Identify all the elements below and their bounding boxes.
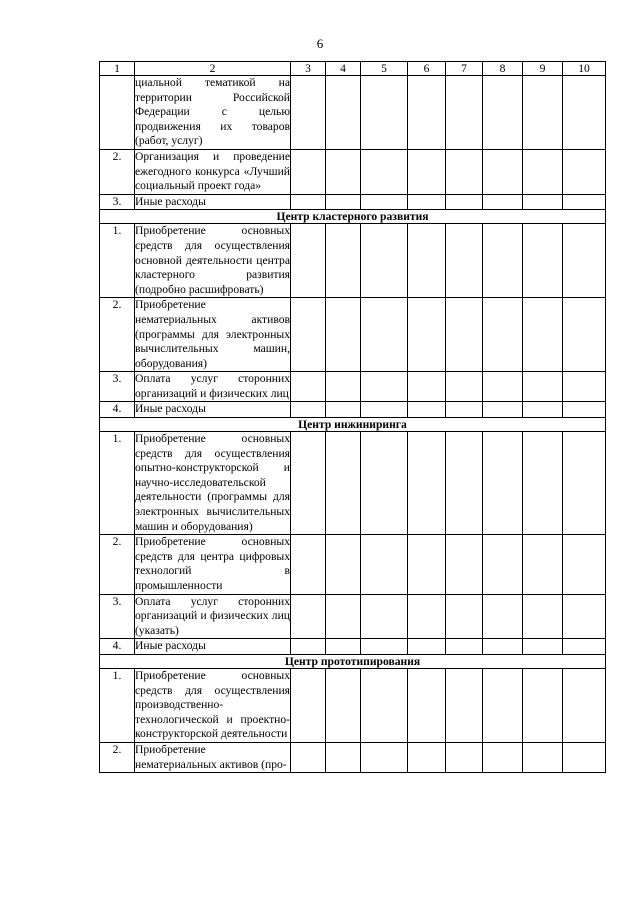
value-cell (408, 402, 446, 418)
value-cell (563, 432, 606, 535)
value-cell (563, 194, 606, 210)
row-number: 4. (100, 639, 135, 655)
value-cell (361, 224, 408, 298)
expense-description: Иные расходы (135, 402, 291, 418)
row-number: 2. (100, 149, 135, 194)
value-cell (361, 432, 408, 535)
value-cell (483, 76, 523, 150)
row-number: 3. (100, 194, 135, 210)
value-cell (361, 594, 408, 639)
value-cell (563, 224, 606, 298)
column-header: 5 (361, 62, 408, 76)
value-cell (326, 149, 361, 194)
value-cell (523, 76, 563, 150)
value-cell (523, 402, 563, 418)
section-title: Центр прототипирования (100, 654, 606, 668)
value-cell (483, 224, 523, 298)
value-cell (523, 149, 563, 194)
value-cell (563, 742, 606, 772)
value-cell (523, 535, 563, 594)
value-cell (408, 224, 446, 298)
row-number: 2. (100, 298, 135, 372)
value-cell (408, 594, 446, 639)
value-cell (361, 535, 408, 594)
value-cell (483, 432, 523, 535)
value-cell (326, 224, 361, 298)
table-row (100, 194, 606, 210)
section-row (100, 210, 606, 224)
value-cell (446, 594, 483, 639)
value-cell (361, 402, 408, 418)
value-cell (523, 298, 563, 372)
value-cell (408, 668, 446, 742)
table-row (100, 535, 606, 594)
value-cell (523, 594, 563, 639)
value-cell (483, 194, 523, 210)
table-row (100, 432, 606, 535)
row-number: 1. (100, 668, 135, 742)
page-number: 6 (316, 36, 324, 51)
value-cell (408, 298, 446, 372)
value-cell (326, 402, 361, 418)
row-number (100, 76, 135, 150)
value-cell (291, 668, 326, 742)
budget-table (99, 61, 606, 773)
table-row (100, 76, 606, 150)
section-row (100, 418, 606, 432)
value-cell (446, 668, 483, 742)
row-number: 4. (100, 402, 135, 418)
table-row (100, 742, 606, 772)
value-cell (446, 742, 483, 772)
value-cell (291, 742, 326, 772)
value-cell (291, 535, 326, 594)
column-header: 10 (563, 62, 606, 76)
row-number: 3. (100, 594, 135, 639)
value-cell (483, 668, 523, 742)
value-cell (523, 668, 563, 742)
table-row (100, 372, 606, 402)
value-cell (326, 535, 361, 594)
row-number: 1. (100, 224, 135, 298)
value-cell (523, 432, 563, 535)
value-cell (523, 224, 563, 298)
expense-description: Оплата услуг сторонних организаций и физических лиц (135, 372, 291, 402)
value-cell (408, 194, 446, 210)
value-cell (563, 298, 606, 372)
section-title: Центр кластерного развития (100, 210, 606, 224)
value-cell (326, 194, 361, 210)
value-cell (483, 594, 523, 639)
value-cell (483, 402, 523, 418)
value-cell (483, 149, 523, 194)
expense-description: Приобретение нематериальных активов (про- (135, 742, 291, 772)
expense-description: Приобретение основных средств для осуществления опытно-конструкторской и научно-исследовательской деятельности (программы для электронных вычислительных машин и оборудования) (135, 432, 291, 535)
table-row (100, 402, 606, 418)
value-cell (291, 432, 326, 535)
column-header: 7 (446, 62, 483, 76)
column-header: 4 (326, 62, 361, 76)
column-header: 3 (291, 62, 326, 76)
value-cell (291, 224, 326, 298)
expense-description: Приобретение основных средств для центра цифровых технологий в промышленности (135, 535, 291, 594)
table-row (100, 668, 606, 742)
expense-description: Иные расходы (135, 194, 291, 210)
column-header: 2 (135, 62, 291, 76)
value-cell (446, 298, 483, 372)
value-cell (326, 668, 361, 742)
section-title: Центр инжиниринга (100, 418, 606, 432)
value-cell (523, 372, 563, 402)
value-cell (523, 742, 563, 772)
value-cell (483, 298, 523, 372)
value-cell (291, 372, 326, 402)
value-cell (326, 372, 361, 402)
value-cell (483, 535, 523, 594)
value-cell (408, 432, 446, 535)
value-cell (361, 76, 408, 150)
expense-description: Приобретение основных средств для осуществления основной деятельности центра кластерного развития (подробно расшифровать) (135, 224, 291, 298)
value-cell (361, 149, 408, 194)
row-number: 2. (100, 535, 135, 594)
value-cell (291, 298, 326, 372)
value-cell (291, 639, 326, 655)
value-cell (326, 742, 361, 772)
value-cell (408, 535, 446, 594)
column-header: 1 (100, 62, 135, 76)
column-header: 9 (523, 62, 563, 76)
value-cell (361, 372, 408, 402)
value-cell (326, 594, 361, 639)
value-cell (291, 594, 326, 639)
value-cell (563, 639, 606, 655)
expense-description: Приобретение нематериальных активов (программы для электронных вычислительных машин, оборудования) (135, 298, 291, 372)
table-row (100, 298, 606, 372)
value-cell (446, 639, 483, 655)
table-body (100, 76, 606, 773)
value-cell (361, 742, 408, 772)
value-cell (523, 639, 563, 655)
value-cell (408, 149, 446, 194)
row-number: 3. (100, 372, 135, 402)
table-row (100, 224, 606, 298)
row-number: 2. (100, 742, 135, 772)
value-cell (483, 742, 523, 772)
value-cell (361, 298, 408, 372)
value-cell (523, 194, 563, 210)
value-cell (446, 194, 483, 210)
value-cell (361, 668, 408, 742)
value-cell (291, 194, 326, 210)
value-cell (291, 402, 326, 418)
value-cell (563, 402, 606, 418)
value-cell (326, 639, 361, 655)
table-row (100, 149, 606, 194)
value-cell (361, 639, 408, 655)
value-cell (563, 594, 606, 639)
expense-description: Организация и проведение ежегодного конкурса «Лучший социальный проект года» (135, 149, 291, 194)
value-cell (563, 149, 606, 194)
value-cell (446, 402, 483, 418)
expense-description: Иные расходы (135, 639, 291, 655)
value-cell (291, 149, 326, 194)
value-cell (408, 372, 446, 402)
column-header: 6 (408, 62, 446, 76)
value-cell (326, 76, 361, 150)
value-cell (483, 639, 523, 655)
column-header: 8 (483, 62, 523, 76)
table-row (100, 639, 606, 655)
value-cell (563, 668, 606, 742)
expense-description: циальной тематикой на территории Российской Федерации с целью продвижения их товаров (работ, услуг) (135, 76, 291, 150)
value-cell (408, 742, 446, 772)
row-number: 1. (100, 432, 135, 535)
value-cell (483, 372, 523, 402)
expense-description: Оплата услуг сторонних организаций и физических лиц (указать) (135, 594, 291, 639)
value-cell (291, 76, 326, 150)
section-row (100, 654, 606, 668)
value-cell (361, 194, 408, 210)
value-cell (446, 76, 483, 150)
value-cell (326, 298, 361, 372)
value-cell (563, 535, 606, 594)
value-cell (563, 76, 606, 150)
value-cell (446, 372, 483, 402)
expense-description: Приобретение основных средств для осуществления производственно-технологической и проектно-конструкторской деятельности (135, 668, 291, 742)
value-cell (408, 639, 446, 655)
value-cell (446, 224, 483, 298)
value-cell (446, 432, 483, 535)
value-cell (408, 76, 446, 150)
value-cell (326, 432, 361, 535)
value-cell (446, 535, 483, 594)
value-cell (446, 149, 483, 194)
table-row (100, 594, 606, 639)
value-cell (563, 372, 606, 402)
table-header-row (100, 62, 606, 76)
